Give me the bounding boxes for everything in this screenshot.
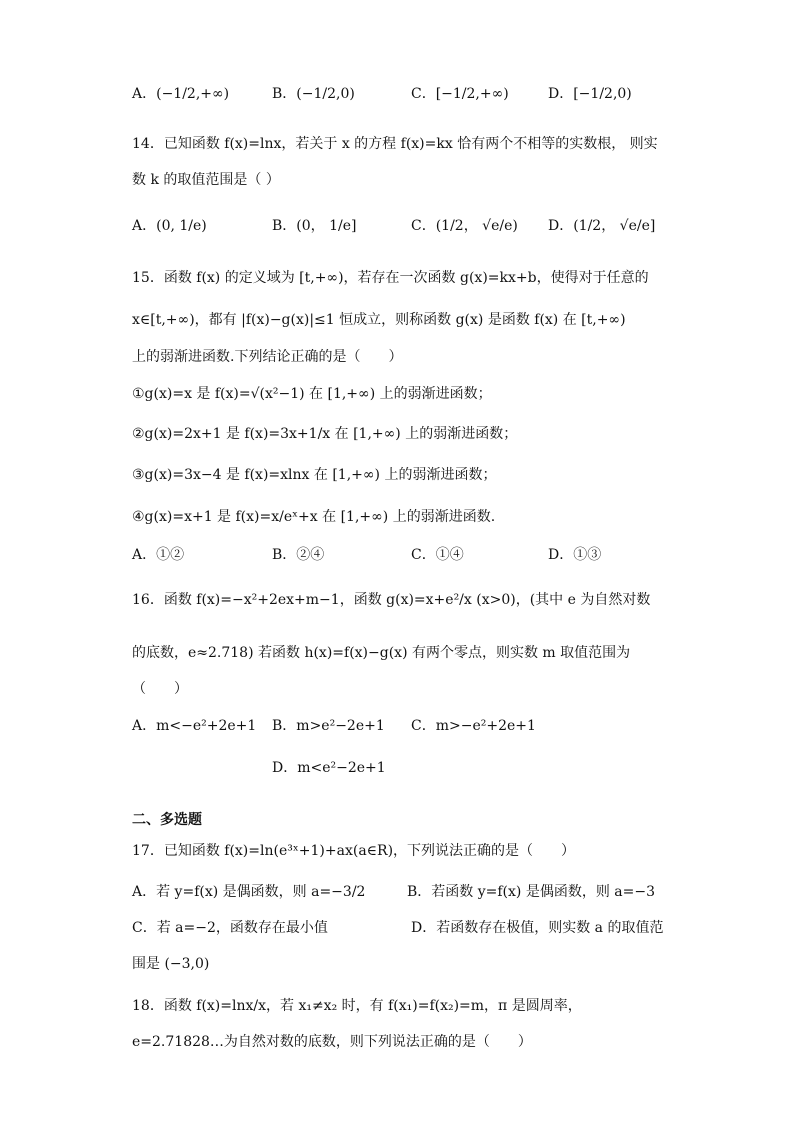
q17-option-c: C．若 a=−2，函数存在最小值: [132, 920, 328, 936]
q16-option-d: D．m<e²−2e+1: [272, 760, 386, 776]
q17-option-d-continued: 围是 (−3,0): [132, 956, 210, 972]
q16-option-b: B．m>e²−2e+1: [272, 718, 385, 734]
q17-option-a: A．若 y=f(x) 是偶函数，则 a=−3/2: [132, 884, 366, 900]
q17-option-b: B．若函数 y=f(x) 是偶函数，则 a=−3: [407, 884, 655, 900]
q17-stem: 17．已知函数 f(x)=ln(e³ˣ+1)+ax(a∈R)，下列说法正确的是（ ）: [132, 843, 576, 859]
q17-option-d: D．若函数存在极值，则实数 a 的取值范: [411, 920, 664, 936]
q15-stem-line3: 上的弱渐进函数.下列结论正确的是（ ）: [132, 349, 403, 365]
q15-option-a: A．①②: [132, 547, 185, 563]
q14-option-a: A．(0, 1/e): [132, 218, 207, 234]
q15-statement-4: ④g(x)=x+1 是 f(x)=x/eˣ+x 在 [1,+∞) 上的弱渐进函数.: [132, 509, 496, 525]
q16-stem-line3: （ ）: [132, 681, 188, 697]
q14-option-b: B．(0， 1/e]: [272, 218, 357, 234]
q18-stem-line2: e=2.71828…为自然对数的底数，则下列说法正确的是（ ）: [132, 1034, 532, 1050]
q14-stem-line1: 14．已知函数 f(x)=lnx，若关于 x 的方程 f(x)=kx 恰有两个不相等的实数根， 则实: [132, 136, 658, 152]
q16-option-c: C．m>−e²+2e+1: [411, 718, 536, 734]
q14-option-d: D．(1/2， √e/e]: [548, 218, 656, 234]
q13-option-d: D．[−1/2,0): [548, 86, 632, 102]
q15-option-c: C．①④: [411, 547, 464, 563]
q15-stem-line1: 15．函数 f(x) 的定义域为 [t,+∞)，若存在一次函数 g(x)=kx+b，使得对于任意的: [132, 270, 649, 286]
q15-statement-3: ③g(x)=3x−4 是 f(x)=xlnx 在 [1,+∞) 上的弱渐进函数；: [132, 467, 497, 483]
q15-stem-line2: x∈[t,+∞)，都有 |f(x)−g(x)|≤1 恒成立，则称函数 g(x) 是函数 f(x) 在 [t,+∞): [132, 312, 626, 328]
q16-option-a: A．m<−e²+2e+1: [132, 718, 257, 734]
q13-option-c: C．[−1/2,+∞): [411, 86, 509, 102]
q18-stem-line1: 18．函数 f(x)=lnx/x，若 x₁≠x₂ 时，有 f(x₁)=f(x₂)=m，π 是圆周率，: [132, 998, 582, 1014]
q15-statement-1: ①g(x)=x 是 f(x)=√(x²−1) 在 [1,+∞) 上的弱渐进函数；: [132, 386, 492, 402]
q13-option-a: A．(−1/2,+∞): [132, 86, 230, 102]
q15-option-d: D．①③: [548, 547, 602, 563]
q15-option-b: B．②④: [272, 547, 325, 563]
q14-option-c: C．(1/2， √e/e): [411, 218, 518, 234]
q16-stem-line1: 16．函数 f(x)=−x²+2ex+m−1，函数 g(x)=x+e²/x (x>0)，(其中 e 为自然对数: [132, 592, 651, 608]
q16-stem-line2: 的底数，e≈2.718) 若函数 h(x)=f(x)−g(x) 有两个零点，则实数 m 取值范围为: [132, 645, 631, 661]
q13-option-b: B．(−1/2,0): [272, 86, 355, 102]
q14-stem-line2: 数 k 的取值范围是（ ）: [132, 172, 280, 188]
section-title-multi-choice: 二、多选题: [132, 812, 202, 828]
q15-statement-2: ②g(x)=2x+1 是 f(x)=3x+1/x 在 [1,+∞) 上的弱渐进函数；: [132, 426, 518, 442]
